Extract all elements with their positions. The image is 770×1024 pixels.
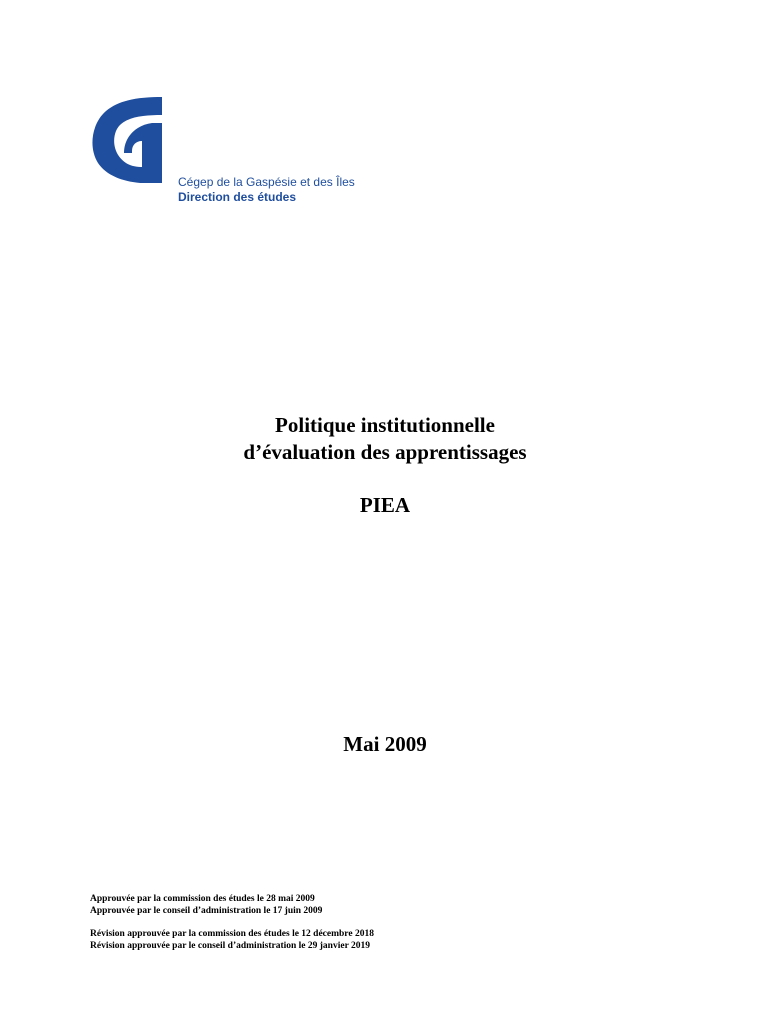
document-title-line1: Politique institutionnelle [275, 413, 495, 437]
document-date: Mai 2009 [343, 732, 427, 756]
organization-block [178, 175, 355, 205]
approval-line: Approuvée par la commission des études le 28 mai 2009 [90, 894, 315, 904]
revision-line: Révision approuvée par la commission des études le 12 décembre 2018 [90, 929, 374, 939]
department-name: Direction des études [178, 190, 297, 204]
document-title-line2: d’évaluation des apprentissages [243, 440, 527, 464]
organization-name: Cégep de la Gaspésie et des Îles [178, 175, 355, 189]
revision-line: Révision approuvée par le conseil d’administration le 29 janvier 2019 [90, 941, 370, 951]
college-logo [92, 97, 164, 183]
approval-line: Approuvée par le conseil d’administration le 17 juin 2009 [90, 906, 323, 916]
approval-notes [90, 893, 374, 952]
document-acronym: PIEA [359, 493, 411, 517]
